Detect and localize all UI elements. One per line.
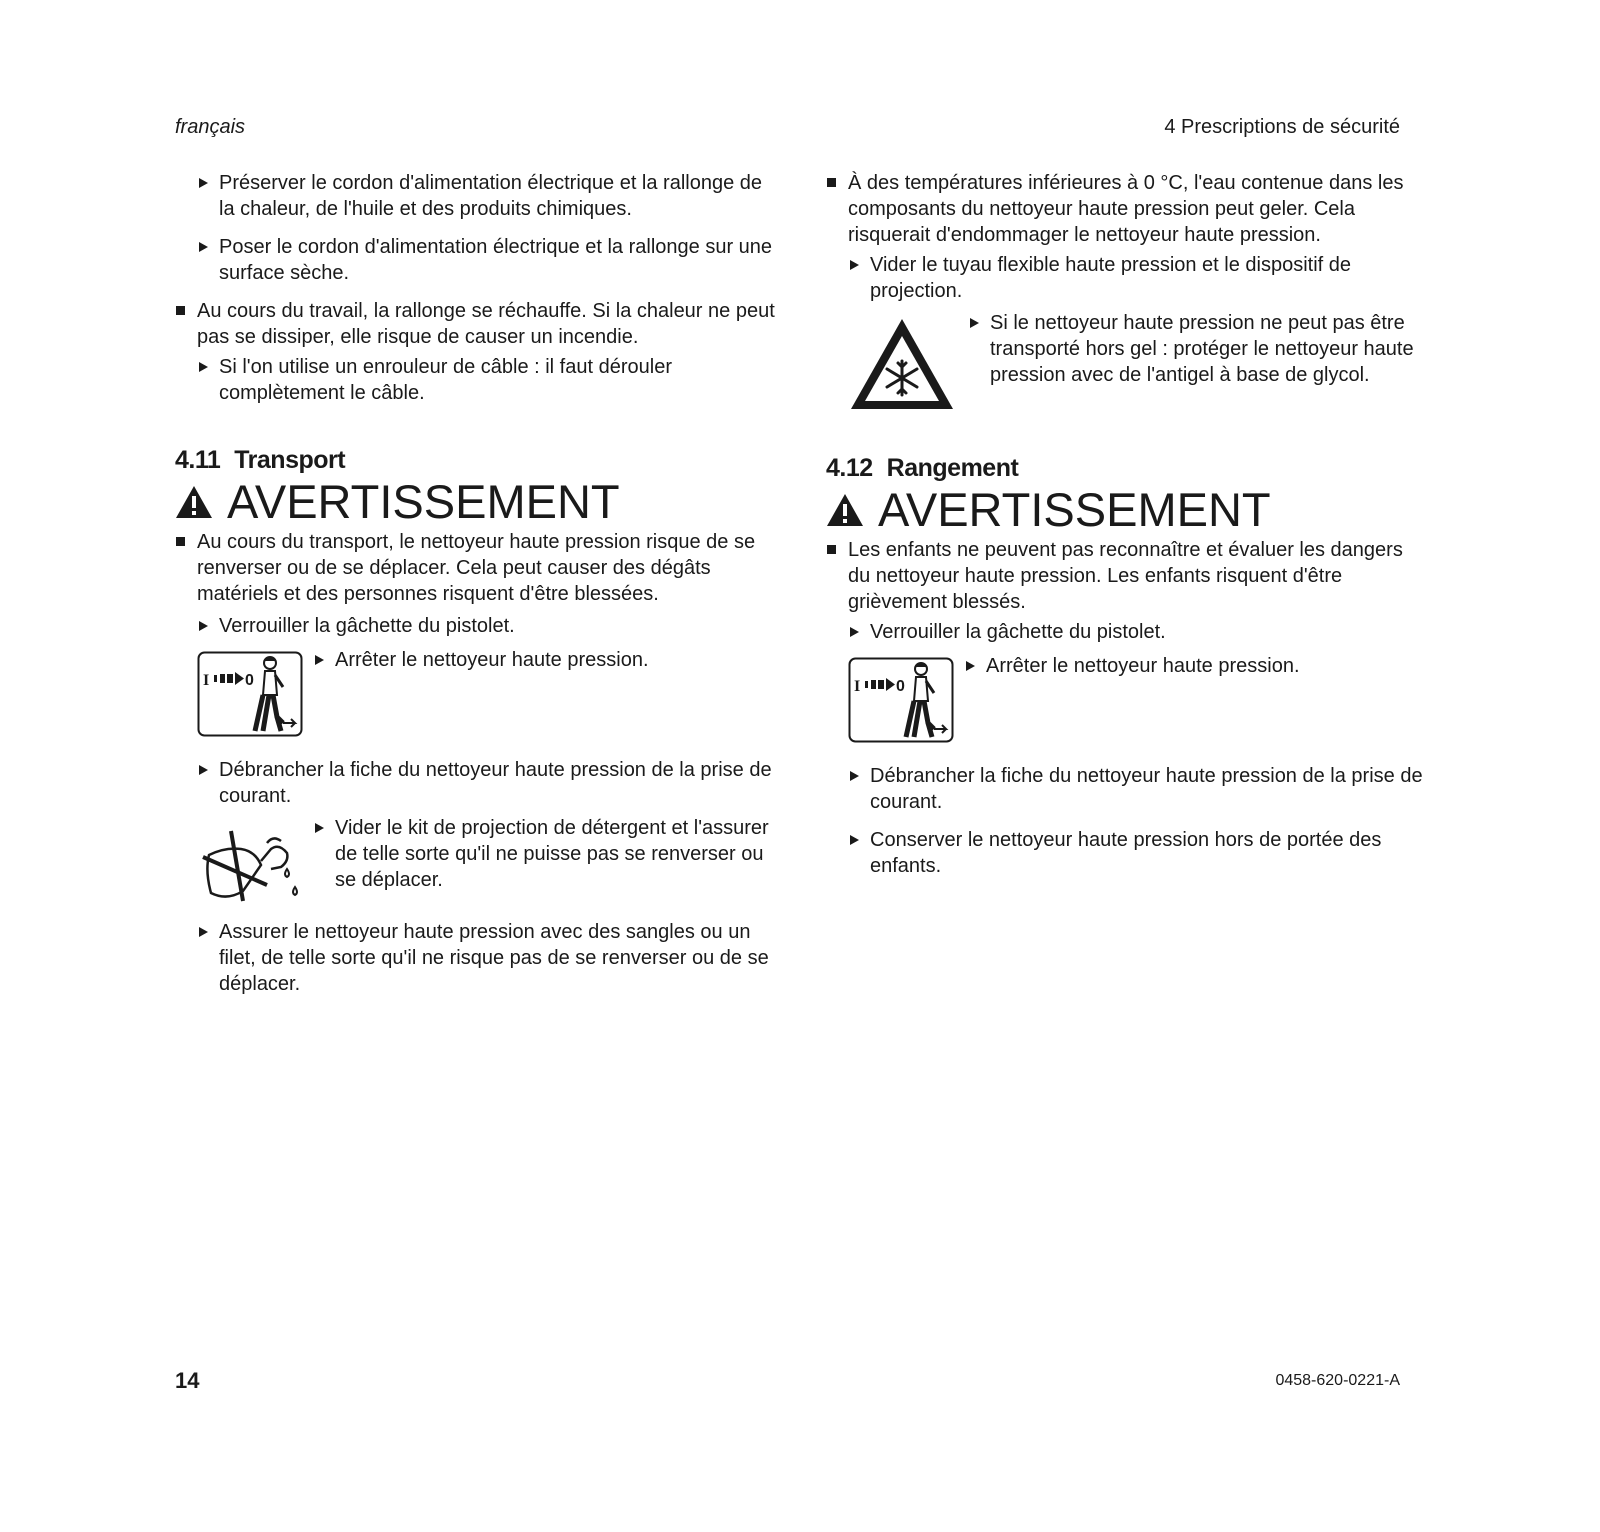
list-item <box>848 827 1426 879</box>
list-item: À des températures inférieures à 0 °C, l'eau contenue dans les composants du nettoyeur haute pression peut geler. Cela risquerait d'endommager le nettoyeur haute pression. <box>826 170 1426 248</box>
list-item <box>197 613 775 639</box>
arrow-icon <box>199 362 208 372</box>
figure-row <box>197 817 775 903</box>
frost-warning-icon <box>848 316 956 412</box>
arrow-icon <box>966 661 975 671</box>
warning-label: AVERTISSEMENT <box>878 483 1271 536</box>
list-item <box>197 234 775 286</box>
switch-off-person-icon <box>197 651 303 737</box>
list-item <box>313 647 649 673</box>
list-item-text: Verrouiller la gâchette du pistolet. <box>219 615 515 637</box>
list-item <box>197 170 775 222</box>
arrow-icon <box>850 771 859 781</box>
list-item-text: Débrancher la fiche du nettoyeur haute pression de la prise de courant. <box>219 759 772 807</box>
switch-on-label: I <box>203 672 210 689</box>
list-item-text: Débrancher la fiche du nettoyeur haute pression de la prise de courant. <box>870 765 1423 813</box>
arrow-icon <box>199 242 208 252</box>
arrow-icon <box>315 655 324 665</box>
arrow-icon <box>850 627 859 637</box>
header-section-title: 4 Prescriptions de sécurité <box>1164 116 1400 138</box>
arrow-icon <box>970 318 979 328</box>
list-item-text: Arrêter le nettoyeur haute pression. <box>986 655 1300 677</box>
list-item <box>848 763 1426 815</box>
page-number: 14 <box>175 1368 200 1393</box>
warning-triangle-icon <box>826 493 864 527</box>
warning-heading <box>826 485 1426 535</box>
arrow-icon <box>199 765 208 775</box>
list-item <box>848 252 1426 304</box>
document-number: 0458-620-0221-A <box>1275 1372 1400 1389</box>
section-heading-transport <box>175 446 775 475</box>
warning-label: AVERTISSEMENT <box>227 475 620 528</box>
arrow-icon <box>850 835 859 845</box>
section-number: 4.12 <box>826 454 873 482</box>
header-language: français <box>175 116 246 138</box>
warning-triangle-icon <box>175 485 213 519</box>
list-item <box>313 815 775 893</box>
switch-off-label: 0 <box>245 672 254 689</box>
arrow-icon <box>199 927 208 937</box>
section-heading-rangement <box>826 454 1426 483</box>
list-item-text: Préserver le cordon d'alimentation électrique et la rallonge de la chaleur, de l'huile et des produits chimiques. <box>219 172 763 220</box>
list-item <box>197 757 775 809</box>
section-number: 4.11 <box>175 446 221 474</box>
list-item <box>968 310 1426 388</box>
switch-on-label: I <box>854 678 861 695</box>
arrow-icon <box>315 823 324 833</box>
arrow-icon <box>850 260 859 270</box>
list-item-text: Conserver le nettoyeur haute pression hors de portée des enfants. <box>870 829 1382 877</box>
empty-detergent-icon <box>197 821 303 903</box>
left-column <box>175 170 775 997</box>
list-item: Au cours du transport, le nettoyeur haute pression risque de se renverser ou de se déplacer. Cela peut causer des dégâts matériels et des personnes risquent d'être blessées. <box>175 529 775 607</box>
switch-off-person-icon <box>848 657 954 743</box>
list-item-text: Arrêter le nettoyeur haute pression. <box>335 649 649 671</box>
figure-row <box>848 657 1426 743</box>
list-item <box>197 919 775 997</box>
switch-off-label: 0 <box>896 678 905 695</box>
warning-heading <box>175 477 775 527</box>
list-item: Au cours du travail, la rallonge se réchauffe. Si la chaleur ne peut pas se dissiper, elle risque de causer un incendie. <box>175 298 775 350</box>
list-item-text: Poser le cordon d'alimentation électrique et la rallonge sur une surface sèche. <box>219 236 773 284</box>
list-item-text: Vider le tuyau flexible haute pression et le dispositif de projection. <box>870 254 1352 302</box>
list-item: Les enfants ne peuvent pas reconnaître et évaluer les dangers du nettoyeur haute pression. Les enfants risquent d'être grièvement blessés. <box>826 537 1426 615</box>
list-item-text: Vider le kit de projection de détergent et l'assurer de telle sorte qu'il ne puisse pas se renverser ou se déplacer. <box>335 817 769 891</box>
arrow-icon <box>199 621 208 631</box>
list-item-text: Si le nettoyeur haute pression ne peut pas être transporté hors gel : protéger le nettoyeur haute pression avec de l'antigel à base de glycol. <box>990 312 1414 386</box>
list-item <box>197 354 775 406</box>
section-title: Transport <box>234 446 346 474</box>
figure-row <box>848 312 1426 412</box>
list-item-text: Assurer le nettoyeur haute pression avec des sangles ou un filet, de telle sorte qu'il ne risque pas de se renverser ou de se déplacer. <box>219 921 769 995</box>
list-item-text: Verrouiller la gâchette du pistolet. <box>870 621 1166 643</box>
right-column <box>826 170 1426 879</box>
list-item <box>848 619 1426 645</box>
figure-row <box>197 651 775 737</box>
arrow-icon <box>199 178 208 188</box>
list-item <box>964 653 1300 679</box>
section-title: Rangement <box>886 454 1019 482</box>
list-item-text: Si l'on utilise un enrouleur de câble : il faut dérouler complètement le câble. <box>219 356 672 404</box>
